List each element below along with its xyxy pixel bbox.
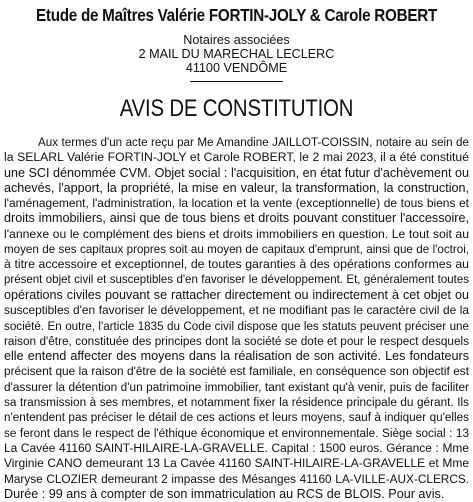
body-line: moyen de ses capitaux propres soit au moyen de capitaux d'emprunt, ainsi que de l'octroi, xyxy=(4,243,469,257)
body-line: société. En outre, l'article 1835 du Code civil dispose que les statuts peuvent préciser une xyxy=(4,319,469,333)
body-line: achevés, l'apport, la propriété, la mise en valeur, la transformation, la construction, xyxy=(4,180,469,195)
body-line: d'assurer la détention d'un patrimoine immobilier, tant existant qu'à venir, puis de faciliter xyxy=(4,379,469,394)
body-line: présent objet civil et susceptibles d'en favoriser le développement. Et, généralement toutes xyxy=(4,273,469,286)
notice-body xyxy=(4,135,469,502)
body-line: à titre accessoire et exceptionnel, de toutes garanties à des opérations conformes au xyxy=(4,257,469,272)
body-line: l'annexe ou le complément des biens et droits immobiliers en question. Le tout soit au xyxy=(4,226,469,241)
address-street: 2 MAIL DU MARECHAL LECLERC xyxy=(138,47,335,61)
divider-line xyxy=(190,81,283,82)
body-line: la SELARL Valérie FORTIN-JOLY et Carole ROBERT, le 2 mai 2023, il a été constitué xyxy=(4,150,469,165)
firm-subtitle: Notaires associées xyxy=(183,33,290,47)
body-line: susceptibles d'en favoriser le développement, et ne modifiant pas le caractère civil de la xyxy=(4,303,469,318)
notice-title: AVIS DE CONSTITUTION xyxy=(119,95,354,122)
body-line: droits immobiliers, ainsi que de tous biens et droits pouvant constituer l'accessoire, xyxy=(4,211,469,226)
body-line: précisent que la raison d'être de la société est familiale, en conséquence son objectif est xyxy=(4,364,469,379)
body-line: l'aménagement, l'administration, la location et la vente (exceptionnelle) de tous biens et xyxy=(4,196,469,211)
body-line: une SCI dénommée CVM. Objet social : l'acquisition, en état futur d'achèvement ou xyxy=(4,165,469,180)
body-line: n'entendent pas préciser le détail de ces actions et leurs moyens, sauf à indiquer qu'elles xyxy=(4,411,469,425)
body-line: Virginie CANO demeurant 13 La Cavée 41160 SAINT-HILAIRE-LA-GRAVELLE et Mme xyxy=(4,456,469,471)
body-line: opérations civiles pouvant se rattacher directement ou indirectement à cet objet ou xyxy=(4,287,469,302)
body-line: raison d'être, constituée des principes dont la société se dote et pour le respect desquels xyxy=(4,334,469,348)
firm-name: Etude de Maîtres Valérie FORTIN-JOLY & Carole ROBERT xyxy=(35,5,437,25)
body-line: La Cavée 41160 SAINT-HILAIRE-LA-GRAVELLE. Capital : 1500 euros. Gérance : Mme xyxy=(4,440,469,455)
body-line: Durée : 99 ans à compter de son immatriculation au RCS de BLOIS. Pour avis. xyxy=(4,486,445,501)
body-line: se feront dans le respect de l'éthique économique et environnementale. Siège social : 13 xyxy=(4,426,469,440)
body-line: Maryse CLOZIER demeurant 2 impasse des Mésanges 41160 LA-VILLE-AUX-CLERCS. xyxy=(4,471,469,486)
body-line: sa transmission à ses membres, et notamment fixer la résidence principale du gérant. Ils xyxy=(4,395,469,410)
address-city: 41100 VENDÔME xyxy=(185,61,288,75)
body-line: Aux termes d'un acte reçu par Me Amandine JAILLOT-COISSIN, notaire au sein de xyxy=(38,136,469,149)
body-line: elle entend affecter des moyens dans la réalisation de son activité. Les fondateurs xyxy=(4,349,469,364)
